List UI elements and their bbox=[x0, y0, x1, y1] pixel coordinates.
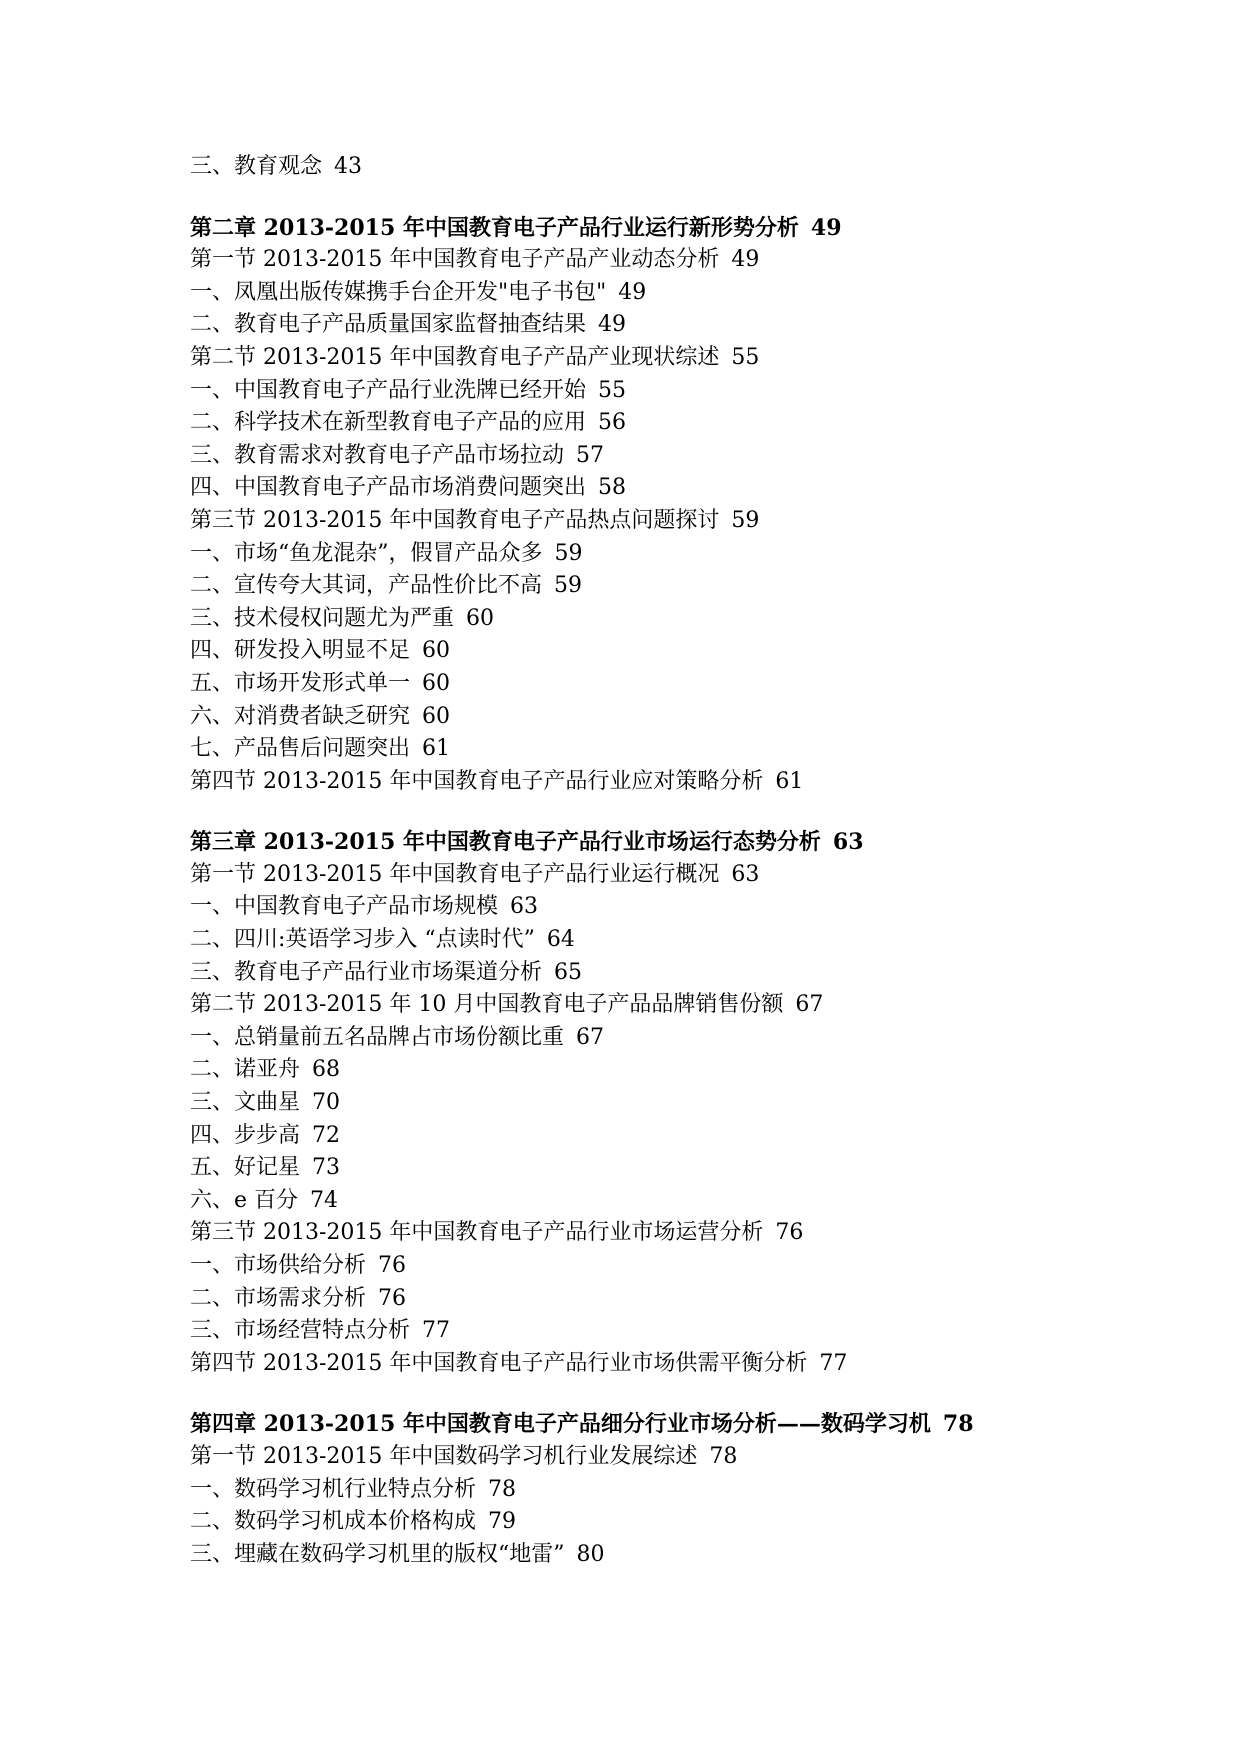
toc-entry-page-number: 76 bbox=[378, 1285, 407, 1311]
toc-entry bbox=[190, 668, 1190, 701]
toc-entry-page-number: 74 bbox=[310, 1187, 339, 1213]
toc-entry-title: 五、好记星 bbox=[190, 1155, 301, 1181]
toc-entry-page-number: 67 bbox=[576, 1024, 605, 1050]
toc-entry bbox=[190, 1250, 1190, 1283]
toc-entry bbox=[190, 407, 1190, 440]
toc-entry bbox=[190, 538, 1190, 571]
toc-entry-page-number: 63 bbox=[731, 861, 760, 887]
toc-entry-page-number: 55 bbox=[731, 344, 760, 370]
toc-entry-title: 四、研发投入明显不足 bbox=[190, 638, 411, 664]
toc-entry bbox=[190, 1441, 1190, 1474]
toc-entry-title: 三、教育电子产品行业市场渠道分析 bbox=[190, 959, 543, 985]
toc-entry bbox=[190, 859, 1190, 892]
toc-entry-page-number: 60 bbox=[466, 605, 495, 631]
toc-entry-title: 二、诺亚舟 bbox=[190, 1057, 301, 1083]
toc-entry bbox=[190, 309, 1190, 342]
toc-entry bbox=[190, 1152, 1190, 1185]
toc-entry-page-number: 68 bbox=[312, 1057, 341, 1083]
toc-entry-title: 四、中国教育电子产品市场消费问题突出 bbox=[190, 475, 587, 501]
chapter-title: 第三章 2013-2015 年中国教育电子产品行业市场运行态势分析 bbox=[190, 829, 821, 856]
toc-entry-title: 五、市场开发形式单一 bbox=[190, 670, 411, 696]
toc-entry-page-number: 61 bbox=[422, 736, 451, 762]
toc-entry bbox=[190, 1120, 1190, 1153]
toc-entry-title: 三、市场经营特点分析 bbox=[190, 1318, 411, 1344]
toc-entry bbox=[190, 1022, 1190, 1055]
toc-entry bbox=[190, 957, 1190, 990]
toc-entry bbox=[190, 440, 1190, 473]
toc-entry-title: 第三节 2013-2015 年中国教育电子产品行业市场运营分析 bbox=[190, 1220, 764, 1246]
toc-entry-title: 第一节 2013-2015 年中国教育电子产品行业运行概况 bbox=[190, 861, 720, 887]
toc-entry-title: 第四节 2013-2015 年中国教育电子产品行业应对策略分析 bbox=[190, 768, 764, 794]
toc-entry bbox=[190, 1283, 1190, 1316]
toc-entry-page-number: 43 bbox=[334, 154, 363, 179]
chapter-heading bbox=[190, 826, 1190, 859]
toc-entry-title: 三、教育观念 bbox=[190, 154, 323, 179]
toc-entry-page-number: 77 bbox=[422, 1318, 451, 1344]
toc-entry bbox=[190, 472, 1190, 505]
toc-entry-page-number: 61 bbox=[775, 768, 804, 794]
toc-entry-page-number: 60 bbox=[422, 670, 451, 696]
toc-entry-title: 第二节 2013-2015 年中国教育电子产品产业现状综述 bbox=[190, 344, 720, 370]
toc-entry bbox=[190, 603, 1190, 636]
toc-entry bbox=[190, 1054, 1190, 1087]
toc-entry bbox=[190, 635, 1190, 668]
toc-entry bbox=[190, 1315, 1190, 1348]
toc-entry bbox=[190, 1474, 1190, 1507]
chapter-page-number: 78 bbox=[942, 1411, 974, 1438]
toc-entry-title: 一、总销量前五名品牌占市场份额比重 bbox=[190, 1024, 565, 1050]
toc-entry bbox=[190, 924, 1190, 957]
toc-entry bbox=[190, 766, 1190, 799]
toc-entry-title: 三、埋藏在数码学习机里的版权“地雷” bbox=[190, 1541, 565, 1567]
toc-entry-page-number: 63 bbox=[510, 894, 539, 920]
toc-entry-title: 第三节 2013-2015 年中国教育电子产品热点问题探讨 bbox=[190, 507, 720, 533]
chapter-heading bbox=[190, 212, 1190, 245]
toc-entry-title: 六、对消费者缺乏研究 bbox=[190, 703, 411, 729]
toc-entry-title: 一、中国教育电子产品市场规模 bbox=[190, 894, 499, 920]
toc-entry-page-number: 59 bbox=[554, 573, 583, 599]
toc-entry bbox=[190, 1348, 1190, 1381]
toc-entry-title: 二、数码学习机成本价格构成 bbox=[190, 1509, 477, 1535]
toc-entry bbox=[190, 733, 1190, 766]
toc-entry bbox=[190, 277, 1190, 310]
toc-entry-title: 二、教育电子产品质量国家监督抽查结果 bbox=[190, 312, 587, 338]
toc-entry bbox=[190, 1087, 1190, 1120]
toc-entry-title: 二、四川:英语学习步入 “点读时代” bbox=[190, 927, 535, 953]
toc-entry bbox=[190, 989, 1190, 1022]
toc-entry-page-number: 59 bbox=[731, 507, 760, 533]
toc-entry bbox=[190, 151, 1190, 184]
toc-entry bbox=[190, 891, 1190, 924]
toc-entry-title: 二、市场需求分析 bbox=[190, 1285, 367, 1311]
toc-entry-page-number: 72 bbox=[312, 1122, 341, 1148]
toc-entry-title: 七、产品售后问题突出 bbox=[190, 736, 411, 762]
toc-entry bbox=[190, 1539, 1190, 1572]
toc-entry-page-number: 76 bbox=[378, 1253, 407, 1278]
toc-entry-page-number: 73 bbox=[312, 1155, 341, 1181]
toc-entry-page-number: 67 bbox=[795, 992, 824, 1018]
toc-entry-title: 一、数码学习机行业特点分析 bbox=[190, 1476, 477, 1502]
toc-entry bbox=[190, 1217, 1190, 1250]
toc-entry-page-number: 56 bbox=[598, 410, 627, 436]
toc-entry-page-number: 49 bbox=[598, 312, 627, 338]
toc-entry-page-number: 57 bbox=[576, 442, 605, 468]
toc-entry-page-number: 55 bbox=[598, 377, 627, 403]
toc-entry-title: 三、技术侵权问题尤为严重 bbox=[190, 605, 455, 631]
toc-entry-page-number: 79 bbox=[488, 1509, 517, 1535]
table-of-contents bbox=[190, 151, 1190, 1571]
toc-entry-title: 第四节 2013-2015 年中国教育电子产品行业市场供需平衡分析 bbox=[190, 1350, 808, 1376]
toc-entry-title: 四、步步高 bbox=[190, 1122, 301, 1148]
toc-entry-page-number: 78 bbox=[488, 1476, 517, 1502]
toc-entry bbox=[190, 570, 1190, 603]
toc-entry-page-number: 78 bbox=[709, 1443, 738, 1469]
toc-entry-page-number: 64 bbox=[546, 927, 575, 953]
toc-entry-page-number: 58 bbox=[598, 475, 627, 501]
toc-entry bbox=[190, 1185, 1190, 1218]
toc-entry-title: 六、e 百分 bbox=[190, 1187, 299, 1213]
toc-entry-page-number: 76 bbox=[775, 1220, 804, 1246]
toc-entry-title: 三、教育需求对教育电子产品市场拉动 bbox=[190, 442, 565, 468]
toc-entry-page-number: 59 bbox=[554, 540, 583, 566]
toc-entry bbox=[190, 701, 1190, 734]
toc-entry bbox=[190, 1506, 1190, 1539]
toc-entry-title: 第二节 2013-2015 年 10 月中国教育电子产品品牌销售份额 bbox=[190, 992, 784, 1018]
toc-entry bbox=[190, 505, 1190, 538]
toc-entry bbox=[190, 342, 1190, 375]
toc-entry-page-number: 70 bbox=[312, 1090, 341, 1116]
toc-entry-page-number: 80 bbox=[576, 1541, 605, 1567]
toc-entry-page-number: 65 bbox=[554, 959, 583, 985]
toc-entry-page-number: 77 bbox=[819, 1350, 848, 1376]
chapter-page-number: 63 bbox=[832, 829, 864, 856]
chapter-heading bbox=[190, 1408, 1190, 1441]
chapter-title: 第二章 2013-2015 年中国教育电子产品行业运行新形势分析 bbox=[190, 214, 799, 241]
toc-entry-title: 一、市场“鱼龙混杂”，假冒产品众多 bbox=[190, 540, 543, 566]
toc-entry-title: 一、中国教育电子产品行业洗牌已经开始 bbox=[190, 377, 587, 403]
toc-entry-title: 一、凤凰出版传媒携手台企开发"电子书包" bbox=[190, 279, 607, 305]
toc-entry-page-number: 60 bbox=[422, 638, 451, 664]
toc-entry-title: 三、文曲星 bbox=[190, 1090, 301, 1116]
toc-entry-page-number: 49 bbox=[731, 247, 760, 273]
toc-entry-title: 第一节 2013-2015 年中国教育电子产品产业动态分析 bbox=[190, 247, 720, 273]
toc-entry bbox=[190, 375, 1190, 408]
toc-entry-title: 二、科学技术在新型教育电子产品的应用 bbox=[190, 410, 587, 436]
toc-entry-page-number: 60 bbox=[422, 703, 451, 729]
toc-entry bbox=[190, 244, 1190, 277]
toc-entry-page-number: 49 bbox=[618, 279, 647, 305]
toc-entry-title: 第一节 2013-2015 年中国数码学习机行业发展综述 bbox=[190, 1443, 698, 1469]
toc-entry-title: 二、宣传夸大其词，产品性价比不高 bbox=[190, 573, 543, 599]
toc-entry-title: 一、市场供给分析 bbox=[190, 1253, 367, 1278]
chapter-title: 第四章 2013-2015 年中国教育电子产品细分行业市场分析——数码学习机 bbox=[190, 1411, 931, 1438]
chapter-page-number: 49 bbox=[810, 214, 842, 241]
